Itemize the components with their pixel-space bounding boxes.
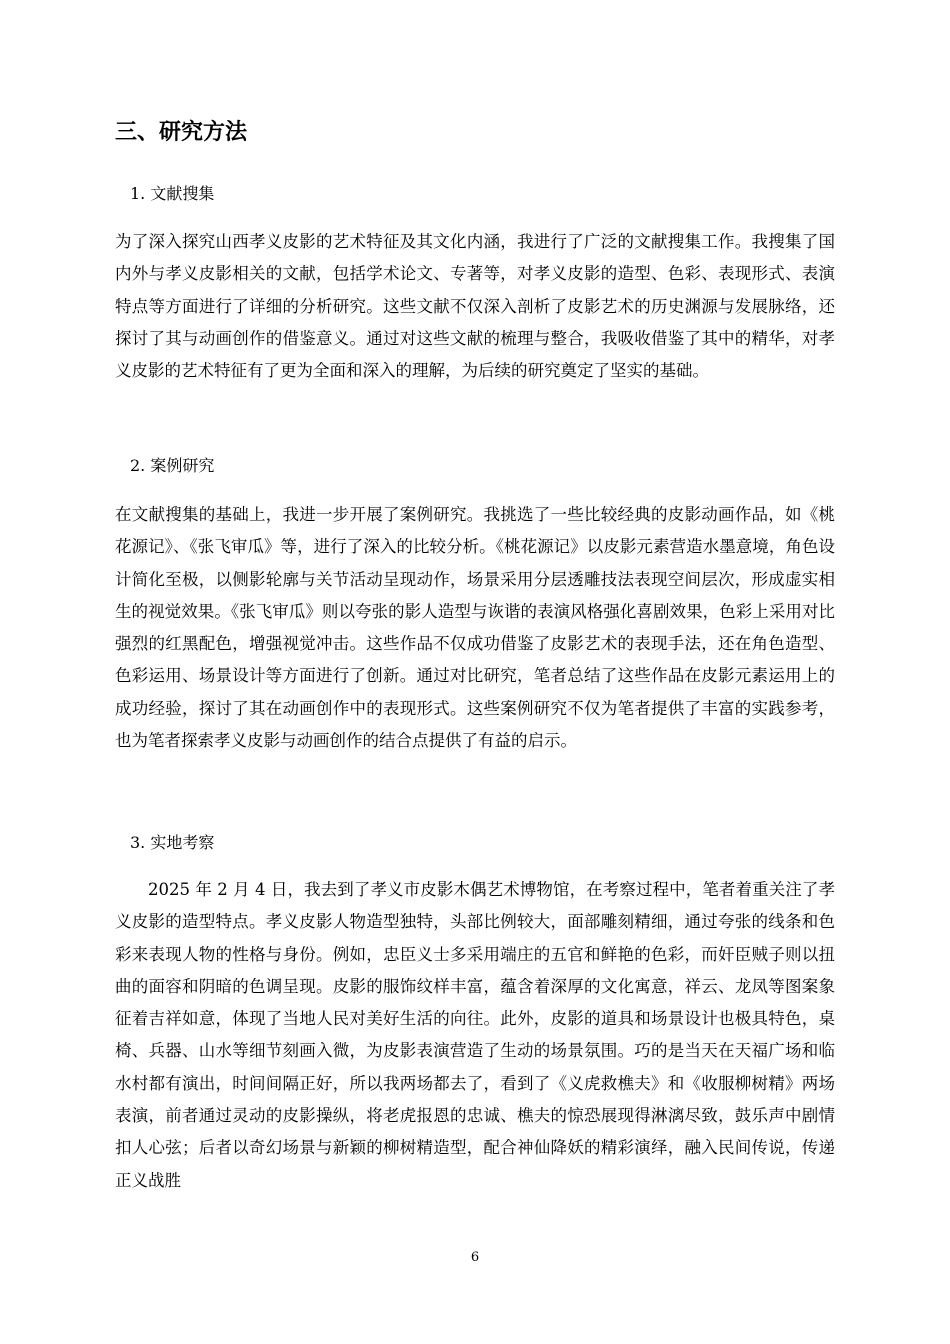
- subsection-heading-case-study: 2. 案例研究: [130, 456, 215, 475]
- subsection-heading-literature: 1. 文献搜集: [130, 184, 215, 203]
- section-title: 三、研究方法: [115, 120, 248, 145]
- paragraph-case-study: 在文献搜集的基础上，我进一步开展了案例研究。我挑选了一些比较经典的皮影动画作品，如《桃花源记》、《张飞审瓜》等，进行了深入的比较分析。《桃花源记》以皮影元素营造水墨意境，角色设计简化至极，以侧影轮廓与关节活动呈现动作，场景采用分层透雕技法表现空间层次，形成虚实相生的视觉效果。《张飞审瓜》则以夸张的影人造型与诙谐的表演风格强化喜剧效果，色彩上采用对比强烈的红黑配色，增强视觉冲击。这些作品不仅成功借鉴了皮影艺术的表现手法，还在角色造型、色彩运用、场景设计等方面进行了创新。通过对比研究，笔者总结了这些作品在皮影元素运用上的成功经验，探讨了其在动画创作中的表现形式。这些案例研究不仅为笔者提供了丰富的实践参考，也为笔者探索孝义皮影与动画创作的结合点提供了有益的启示。: [115, 505, 835, 751]
- paragraph-literature: 为了深入探究山西孝义皮影的艺术特征及其文化内涵，我进行了广泛的文献搜集工作。我搜集了国内外与孝义皮影相关的文献，包括学术论文、专著等，对孝义皮影的造型、色彩、表现形式、表演特点等方面进行了详细的分析研究。这些文献不仅深入剖析了皮影艺术的历史渊源与发展脉络，还探讨了其与动画创作的借鉴意义。通过对这些文献的梳理与整合，我吸收借鉴了其中的精华，对孝义皮影的艺术特征有了更为全面和深入的理解，为后续的研究奠定了坚实的基础。: [115, 232, 835, 381]
- subsection-heading-field-survey: 3. 实地考察: [130, 833, 215, 852]
- paragraph-field-survey: 2025 年 2 月 4 日，我去到了孝义市皮影木偶艺术博物馆，在考察过程中，笔者着重关注了孝义皮影的造型特点。孝义皮影人物造型独特，头部比例较大，面部雕刻精细，通过夸张的线条和色彩来表现人物的性格与身份。例如，忠臣义士多采用端庄的五官和鲜艳的色彩，而奸臣贼子则以扭曲的面容和阴暗的色调呈现。皮影的服饰纹样丰富，蕴含着深厚的文化寓意，祥云、龙凤等图案象征着吉祥如意，体现了当地人民对美好生活的向往。此外，皮影的道具和场景设计也极具特色，桌椅、兵器、山水等细节刻画入微，为皮影表演营造了生动的场景氛围。巧的是当天在天福广场和临水村都有演出，时间间隔正好，所以我两场都去了，看到了《义虎救樵夫》和《收服柳树精》两场表演，前者通过灵动的皮影操纵，将老虎报恩的忠诚、樵夫的惊恐展现得淋漓尽致，鼓乐声中剧情扣人心弦；后者以奇幻场景与新颖的柳树精造型，配合神仙降妖的精彩演绎，融入民间传说，传递正义战胜: [115, 880, 835, 1190]
- page-number: 6: [470, 1250, 480, 1265]
